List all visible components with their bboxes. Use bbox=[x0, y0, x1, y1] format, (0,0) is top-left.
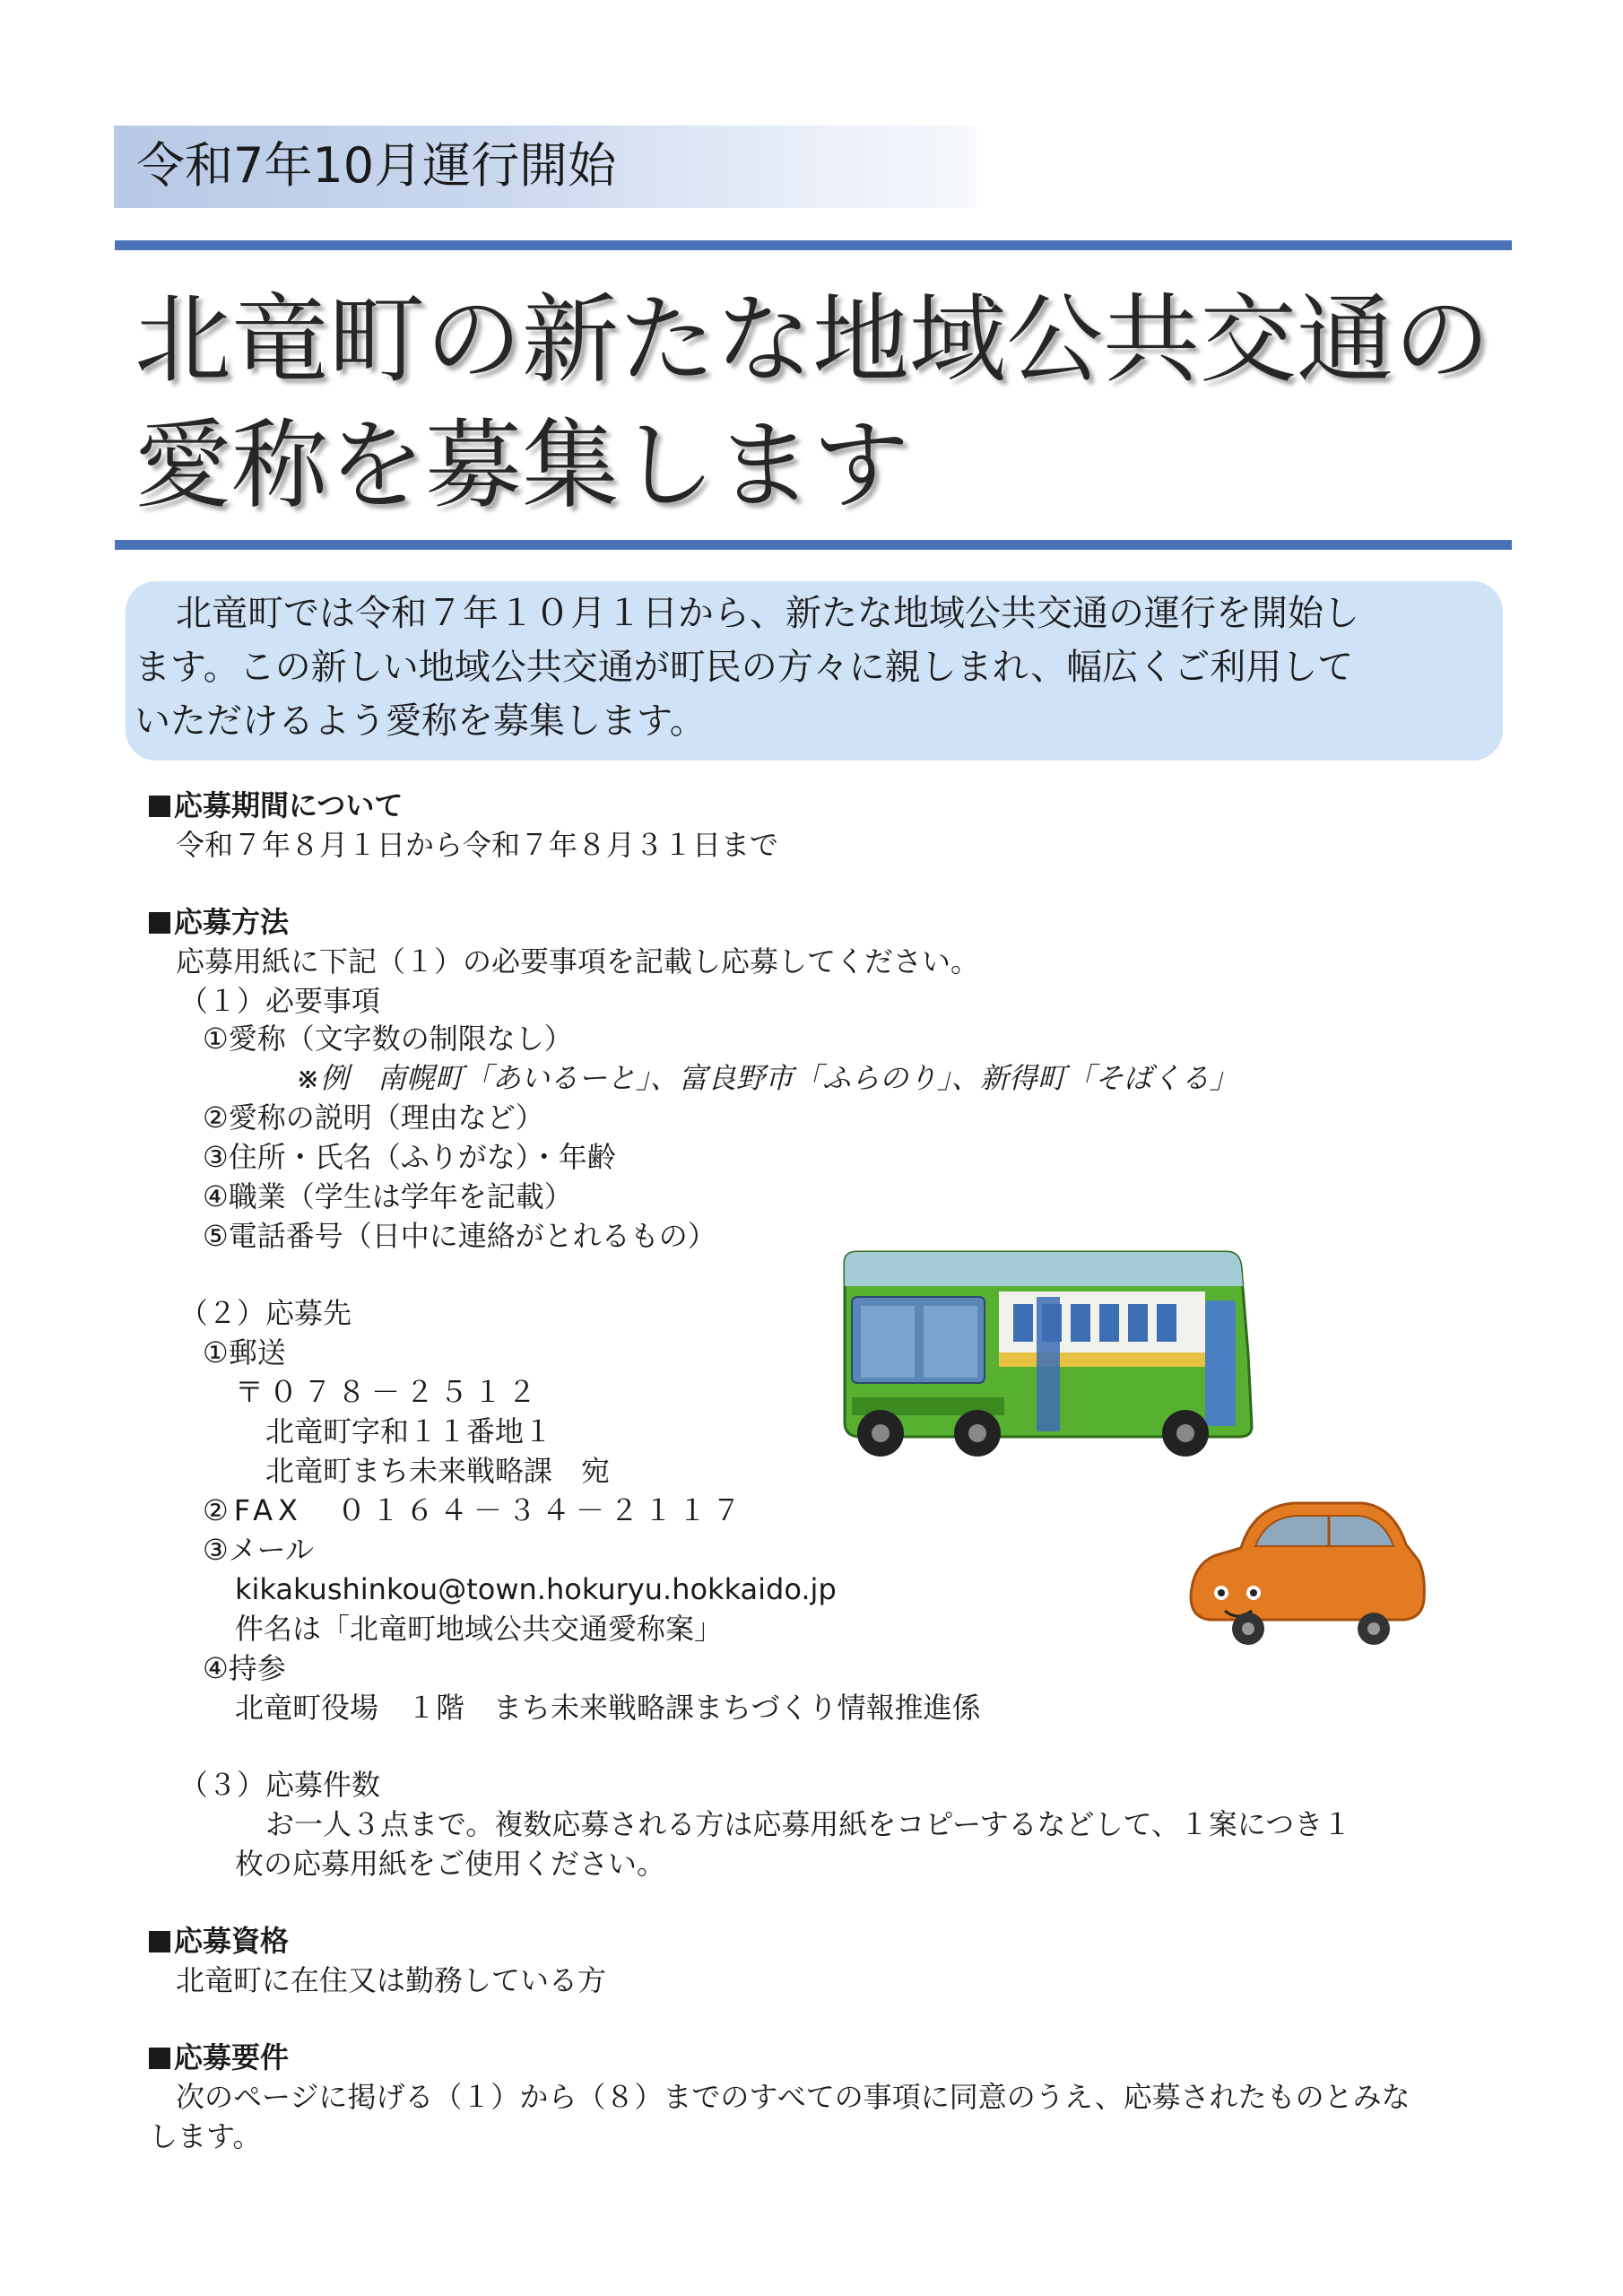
bus-illustration bbox=[834, 1247, 1255, 1462]
count-heading: （３）応募件数 bbox=[179, 1768, 381, 1802]
section-heading-eligibility bbox=[149, 1921, 289, 1961]
page-title-line-2: 愛称を募集します bbox=[135, 410, 910, 522]
page-title-line-1: 北竜町の新たな地域公共交通の bbox=[135, 284, 1491, 396]
title-rule-top bbox=[115, 240, 1512, 250]
header-tag: 令和7年10月運行開始 bbox=[136, 137, 617, 194]
nickname-example: ※例 南幌町「あいるーと」、富良野市「ふらのり」、新得町「そばくる」 bbox=[296, 1061, 1238, 1095]
section-heading-period bbox=[149, 786, 403, 825]
eligibility-text: 北竜町に在住又は勤務している方 bbox=[176, 1963, 607, 1997]
required-item-2: ②愛称の説明（理由など） bbox=[203, 1100, 544, 1135]
required-item-5: ⑤電話番号（日中に連絡がとれるもの） bbox=[203, 1219, 716, 1253]
square-bullet-icon bbox=[149, 1931, 170, 1952]
required-item-4: ④職業（学生は学年を記載） bbox=[203, 1179, 573, 1213]
eligibility-heading-text: 応募資格 bbox=[174, 1924, 290, 1958]
count-line-2: 枚の応募用紙をご使用ください。 bbox=[235, 1847, 666, 1881]
car-illustration bbox=[1185, 1494, 1428, 1647]
method-text: 応募用紙に下記（１）の必要事項を記載し応募してください。 bbox=[176, 944, 980, 978]
email-subject: 件名は「北竜町地域公共交通愛称案」 bbox=[235, 1612, 724, 1646]
required-item-3: ③住所・氏名（ふりがな）・年齢 bbox=[203, 1140, 616, 1174]
required-heading: （１）必要事項 bbox=[179, 984, 381, 1018]
method-heading-text: 応募方法 bbox=[174, 905, 290, 939]
intro-line-3: いただけるよう愛称を募集します。 bbox=[135, 700, 706, 742]
destination-email-label: ③メール bbox=[203, 1533, 315, 1567]
postal-code: 〒０７８－２５１２ bbox=[235, 1375, 542, 1409]
period-heading-text: 応募期間について bbox=[174, 788, 404, 822]
intro-line-2: ます。この新しい地域公共交通が町民の方々に親しまれ、幅広くご利用して bbox=[135, 647, 1354, 688]
title-rule-bottom bbox=[115, 540, 1512, 550]
section-heading-requirements bbox=[149, 2038, 289, 2077]
email-address[interactable]: kikakushinkou@town.hokuryu.hokkaido.jp bbox=[235, 1572, 837, 1606]
destination-bring-label: ④持参 bbox=[203, 1651, 286, 1685]
count-line-1: お一人３点まで。複数応募される方は応募用紙をコピーするなどして、１案につき１ bbox=[265, 1807, 1352, 1841]
square-bullet-icon bbox=[149, 796, 170, 817]
destination-mail-label: ①郵送 bbox=[203, 1335, 286, 1370]
bring-place: 北竜町役場 １階 まち未来戦略課まちづくり情報推進係 bbox=[235, 1691, 981, 1725]
destination-heading: （２）応募先 bbox=[179, 1296, 352, 1330]
period-text: 令和７年８月１日から令和７年８月３１日まで bbox=[176, 828, 779, 862]
address-line-1: 北竜町字和１１番地１ bbox=[265, 1414, 553, 1448]
address-line-2: 北竜町まち未来戦略課 宛 bbox=[265, 1454, 611, 1488]
fax-number: ②FAX ０１６４－３４－２１１７ bbox=[203, 1493, 746, 1527]
section-heading-method bbox=[149, 902, 289, 942]
requirements-line-2: します。 bbox=[149, 2119, 262, 2153]
requirements-heading-text: 応募要件 bbox=[174, 2040, 290, 2074]
square-bullet-icon bbox=[149, 912, 170, 934]
square-bullet-icon bbox=[149, 2048, 170, 2069]
requirements-line-1: 次のページに掲げる（１）から（８）までのすべての事項に同意のうえ、応募されたものとみな bbox=[176, 2080, 1410, 2114]
required-item-1: ①愛称（文字数の制限なし） bbox=[203, 1022, 573, 1056]
intro-line-1: 北竜町では令和７年１０月１日から、新たな地域公共交通の運行を開始し bbox=[176, 593, 1359, 634]
